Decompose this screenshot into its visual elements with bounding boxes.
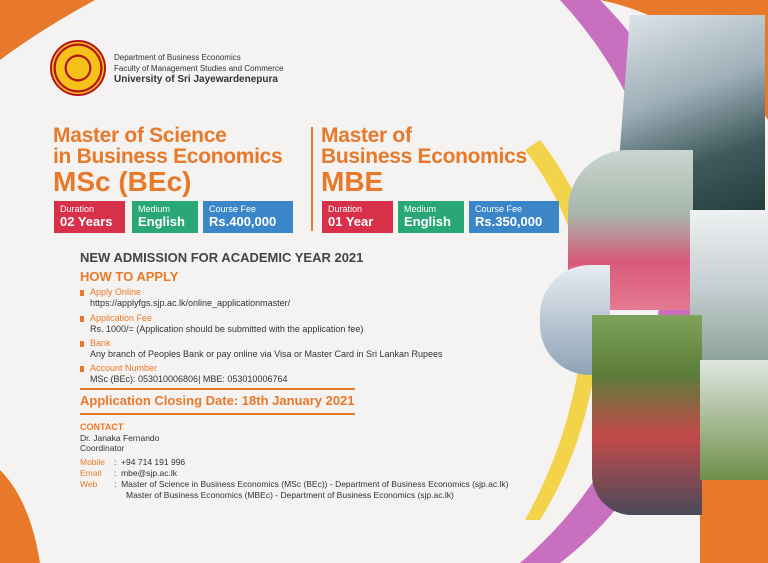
bottom-left-orange-shape [0,470,40,563]
fee-value: Rs.400,000 [209,214,277,229]
web-label: Web [80,479,98,489]
web-link-msc[interactable]: Master of Science in Business Economics (MSc (BEc)) - Department of Business Economics (sjp.ac.lk) [121,479,509,489]
bullet-icon [80,290,84,296]
step-label: Account Number [90,363,158,373]
program-mbe [321,125,527,197]
colon: : [114,479,122,489]
program-title-line1: Master of [321,124,412,147]
divider-top [80,388,355,390]
bullet-icon [80,316,84,322]
step-bank [80,338,443,360]
email-value[interactable]: mbe@sjp.ac.lk [121,468,177,478]
duration-value: 01 Year [328,214,374,229]
faculty-name: Faculty of Management Studies and Commerce [114,64,284,73]
how-to-apply-heading: HOW TO APPLY [80,269,179,284]
contact-web-2 [126,490,454,501]
contact-email [80,468,177,479]
duration-value: 02 Years [60,214,113,229]
step-apply-online [80,287,290,309]
program-title-line1: Master of Science [53,124,227,147]
colon: : [114,468,122,478]
program-divider [311,127,313,231]
mobile-value[interactable]: +94 714 191 996 [121,457,186,467]
medium-value: English [404,214,451,229]
colon: : [114,457,122,467]
medium-label: Medium [404,204,437,214]
step-value: Any branch of Peoples Bank or pay online via Visa or Master Card in Sri Lankan Rupees [90,349,443,359]
medium-chip [132,201,198,233]
duration-chip [322,201,393,233]
contact-role: Coordinator [80,443,125,453]
bottom-right-orange-bar [700,480,768,563]
web-link-mbe[interactable]: Master of Business Economics (MBEc) - Department of Business Economics (sjp.ac.lk) [126,490,454,500]
bullet-icon [80,366,84,372]
apply-link[interactable]: https://applyfgs.sjp.ac.lk/online_applicationmaster/ [90,298,291,308]
department-name: Department of Business Economics [114,53,241,62]
program-title-line2: Business Economics [321,145,527,168]
email-label: Email [80,468,102,478]
duration-label: Duration [60,204,95,214]
contact-mobile [80,457,185,468]
closing-date: Application Closing Date: 18th January 2021 [80,393,355,408]
fee-label: Course Fee [209,204,257,214]
medium-value: English [138,214,185,229]
admission-heading: NEW ADMISSION FOR ACADEMIC YEAR 2021 [80,250,364,265]
step-account-number [80,363,287,385]
step-value: MSc (BEc): 053010006806| MBE: 053010006764 [90,374,288,384]
program-abbr: MBE [321,166,384,197]
department-header [114,52,283,85]
contact-name: Dr. Janaka Fernando [80,433,160,443]
garden-photo [700,360,768,480]
fee-chip [469,201,559,233]
program-title-line2: in Business Economics [53,145,283,168]
group-photo [592,315,702,515]
duration-chip [54,201,125,233]
university-logo [50,40,106,96]
medium-label: Medium [138,204,171,214]
step-value: Rs. 1000/= (Application should be submitted with the application fee) [90,324,364,334]
duration-label: Duration [328,204,363,214]
medium-chip [398,201,464,233]
program-msc [53,125,282,197]
divider-bottom [80,413,355,415]
university-name: University of Sri Jayewardenepura [114,74,278,85]
contact-web [80,479,508,490]
step-label: Bank [90,338,111,348]
fee-value: Rs.350,000 [475,214,543,229]
step-label: Apply Online [90,287,142,297]
contact-heading: CONTACT [80,422,124,432]
program-abbr: MSc (BEc) [53,166,192,197]
fee-label: Course Fee [475,204,523,214]
fee-chip [203,201,293,233]
bullet-icon [80,341,84,347]
step-label: Application Fee [90,313,153,323]
step-application-fee [80,313,363,335]
mobile-label: Mobile [80,457,106,467]
